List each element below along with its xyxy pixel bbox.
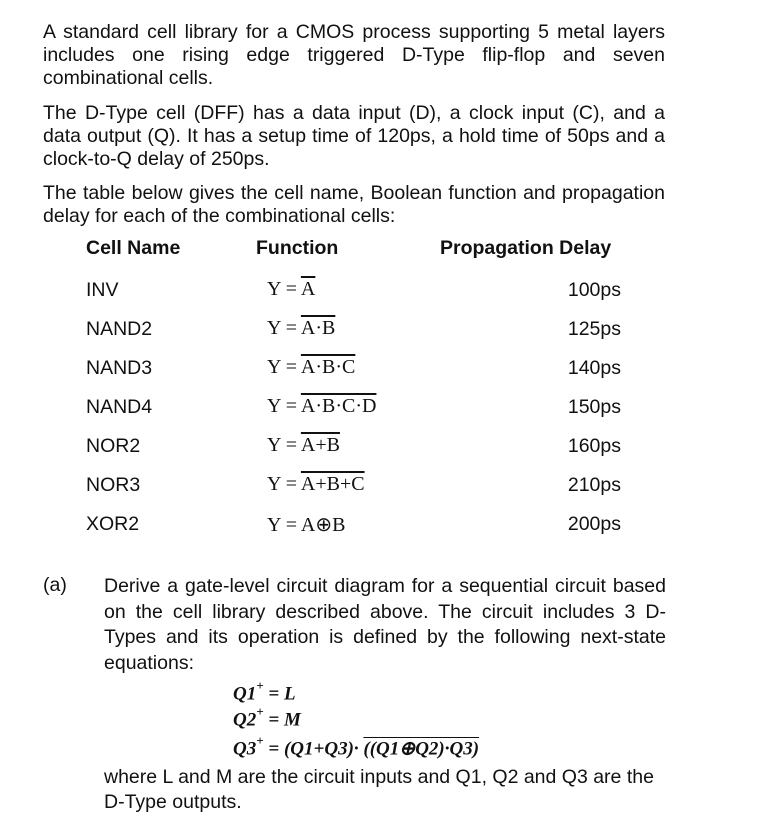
eq-rhs: = L: [263, 683, 296, 705]
cell-function: [267, 395, 376, 418]
cell-name: NOR3: [86, 474, 141, 496]
eq-rhs: = M: [263, 709, 301, 731]
function-expr: A·B: [300, 317, 336, 339]
function-expr: A+B+C: [300, 473, 365, 495]
function-expr: A·B·C·D: [300, 395, 377, 417]
intro-paragraph-1: A standard cell library for a CMOS process supporting 5 metal layers includes one rising edge triggered D-Type flip-flop and seven combinational cells.: [43, 21, 665, 89]
function-lhs: Y =: [267, 395, 301, 417]
cell-name: NAND3: [86, 357, 153, 379]
cell-function: [267, 434, 340, 457]
function-expr: A·B·C: [300, 356, 356, 378]
cell-name: INV: [86, 279, 119, 301]
question-label: (a): [43, 574, 67, 596]
cell-delay: 200ps: [567, 513, 621, 535]
equation-q3: [233, 735, 479, 760]
cell-function: [267, 512, 345, 537]
cell-delay: 210ps: [567, 474, 621, 496]
question-body: Derive a gate-level circuit diagram for a sequential circuit based on the cell library described above. The circuit includes 3 D-Types and its operation is defined by the following next-state equations:: [104, 575, 666, 674]
cell-name: XOR2: [86, 513, 140, 535]
intro-paragraph-2: The D-Type cell (DFF) has a data input (D), a clock input (C), and a data output (Q). It has a setup time of 120ps, a hold time of 50ps and a clock-to-Q delay of 250ps.: [43, 102, 665, 170]
cell-function: [267, 356, 355, 379]
eq-lhs: Q2: [233, 709, 257, 731]
header-cell-name: Cell Name: [86, 237, 181, 259]
cell-function: [267, 473, 365, 496]
eq-superscript: +: [256, 733, 264, 748]
function-expr: $\overline{A}$: [300, 278, 316, 300]
cell-delay: 160ps: [567, 435, 621, 457]
function-lhs: Y =: [267, 278, 301, 300]
function-lhs: Y =: [267, 514, 301, 536]
header-function: Function: [256, 237, 339, 259]
cell-delay: 125ps: [567, 318, 621, 340]
equation-q1: [233, 680, 296, 705]
eq-superscript: +: [256, 704, 264, 719]
equation-q2: [233, 706, 301, 731]
cell-delay: 140ps: [567, 357, 621, 379]
function-lhs: Y =: [267, 317, 301, 339]
eq-lhs: Q1: [233, 683, 257, 705]
function-lhs: Y =: [267, 434, 301, 456]
cell-function: [267, 317, 335, 340]
eq-mid: = (Q1+Q3)·: [263, 738, 364, 760]
cell-function: [267, 278, 315, 301]
cell-name: NAND4: [86, 396, 153, 418]
eq-overlined-term: ((Q1⊕Q2)·Q3): [363, 738, 480, 760]
cell-delay: 100ps: [567, 279, 621, 301]
cell-name: NAND2: [86, 318, 153, 340]
function-expr: A⊕B: [300, 514, 346, 536]
function-lhs: Y =: [267, 356, 301, 378]
question-outro: where L and M are the circuit inputs and Q1, Q2 and Q3 are the D-Type outputs.: [104, 766, 654, 813]
cell-delay: 150ps: [567, 396, 621, 418]
cell-name: NOR2: [86, 435, 141, 457]
function-expr: A+B: [300, 434, 340, 456]
function-lhs: Y =: [267, 473, 301, 495]
intro-paragraph-3: The table below gives the cell name, Boolean function and propagation delay for each of the combinational cells:: [43, 182, 665, 227]
eq-lhs: Q3: [233, 738, 257, 760]
header-propagation-delay: Propagation Delay: [440, 237, 612, 259]
eq-superscript: +: [256, 678, 264, 693]
